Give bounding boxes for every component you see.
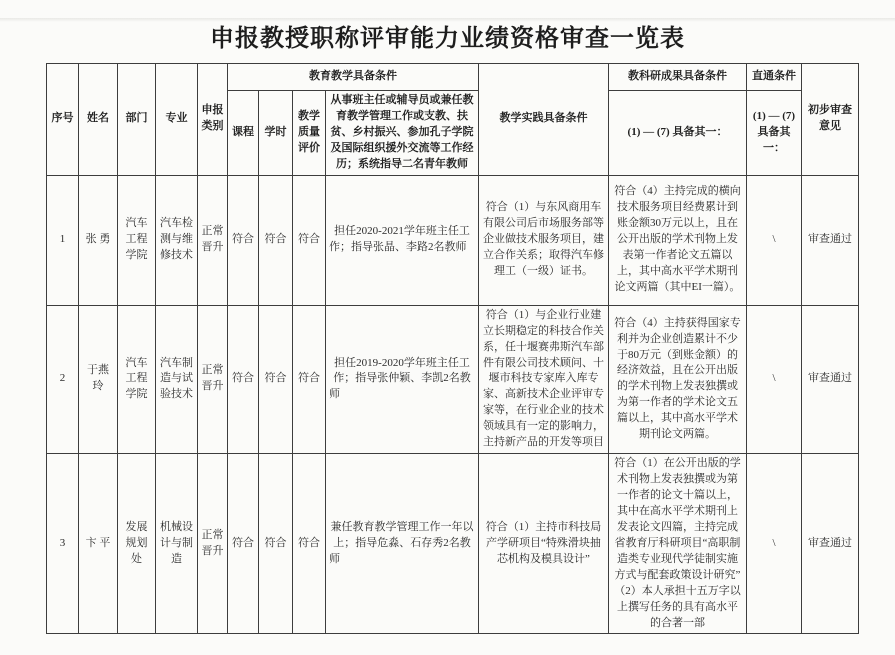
table-row (47, 305, 859, 453)
header-col-research-sub: (1) — (7) 具备其一： (609, 91, 747, 176)
cell-course: 符合 (228, 175, 259, 305)
cell-major: 汽车检测与维修技术 (156, 175, 198, 305)
cell-dept: 汽车工程学院 (118, 305, 156, 453)
header-group-research: 教科研成果具备条件 (609, 64, 747, 91)
cell-direct: \ (747, 305, 802, 453)
cell-research: 符合（4）主持获得国家专利并为企业创造累计不少于80万元（到账金额）的经济效益，且在公开出版的学术刊物上发表独撰或为第一作者的学术论文五篇以上，其中高水平学术期刊论文两篇。 (609, 305, 747, 453)
cell-practice: 符合（1）主持市科技局产学研项目“特殊滑块抽芯机构及模具设计” (479, 454, 609, 634)
cell-category: 正常晋升 (198, 454, 228, 634)
cell-major: 汽车制造与试验技术 (156, 305, 198, 453)
cell-direct: \ (747, 454, 802, 634)
cell-review: 审查通过 (802, 305, 859, 453)
cell-dept: 汽车工程学院 (118, 175, 156, 305)
cell-hours: 符合 (259, 175, 293, 305)
header-col-name: 姓名 (79, 64, 118, 176)
cell-dept: 发展规划处 (118, 454, 156, 634)
header-col-practice: 教学实践具备条件 (479, 64, 609, 176)
cell-research: 符合（4）主持完成的横向技术服务项目经费累计到账金额30万元以上，且在公开出版的学术刊物上发表第一作者论文五篇以上，其中高水平学术期刊论文两篇（其中EI一篇）。 (609, 175, 747, 305)
cell-review: 审查通过 (802, 454, 859, 634)
table-row (47, 454, 859, 634)
cell-name: 卞 平 (79, 454, 118, 634)
cell-research: 符合（1）在公开出版的学术刊物上发表独撰或为第一作者的论文十篇以上，其中在高水平学术期刊上发表论文四篇，主持完成省教育厅科研项目“高职制造类专业现代学徒制实施方式与配套政策设计研究”（2）本人承担十五万字以上撰写任务的具有高水平的合著一部 (609, 454, 747, 634)
cell-category: 正常晋升 (198, 305, 228, 453)
header-group-direct: 直通条件 (747, 64, 802, 91)
cell-duty: 担任2019-2020学年班主任工作；指导张仲颖、李凯2名教师 (326, 305, 479, 453)
cell-name: 张 勇 (79, 175, 118, 305)
cell-no: 3 (47, 454, 79, 634)
header-col-category: 申报类别 (198, 64, 228, 176)
cell-quality: 符合 (293, 454, 326, 634)
cell-practice: 符合（1）与东风商用车有限公司后市场服务部等企业做技术服务项目，建立合作关系；取得汽车修理工（一级）证书。 (479, 175, 609, 305)
cell-name: 于燕玲 (79, 305, 118, 453)
cell-major: 机械设计与制造 (156, 454, 198, 634)
cell-duty: 担任2020-2021学年班主任工作；指导张晶、李路2名教师 (326, 175, 479, 305)
header-col-course: 课程 (228, 91, 259, 176)
header-col-review: 初步审查意见 (802, 64, 859, 176)
scan-edge-artifact (0, 18, 895, 22)
cell-quality: 符合 (293, 305, 326, 453)
header-group-teaching: 教育教学具备条件 (228, 64, 479, 91)
qualification-review-table (46, 63, 859, 634)
cell-no: 2 (47, 305, 79, 453)
cell-practice: 符合（1）与企业行业建立长期稳定的科技合作关系，任十堰赛弗斯汽车部件有限公司技术顾问、十堰市科技专家库入库专家、高新技术企业评审专家等，在行业企业的技术领域具有一定的影响力，主持新产品的开发等项目 (479, 305, 609, 453)
cell-hours: 符合 (259, 305, 293, 453)
page-title: 申报教授职称评审能力业绩资格审查一览表 (210, 26, 685, 52)
table-row (47, 175, 859, 305)
cell-review: 审查通过 (802, 175, 859, 305)
cell-no: 1 (47, 175, 79, 305)
cell-direct: \ (747, 175, 802, 305)
header-col-dept: 部门 (118, 64, 156, 176)
header-col-quality: 教学质量评价 (293, 91, 326, 176)
cell-category: 正常晋升 (198, 175, 228, 305)
cell-hours: 符合 (259, 454, 293, 634)
cell-quality: 符合 (293, 175, 326, 305)
cell-course: 符合 (228, 305, 259, 453)
header-col-direct-sub: (1) — (7) 具备其一： (747, 91, 802, 176)
cell-duty: 兼任教育教学管理工作一年以上；指导危淼、石存秀2名教师 (326, 454, 479, 634)
cell-course: 符合 (228, 454, 259, 634)
header-col-duty: 从事班主任或辅导员或兼任教育教学管理工作或支教、扶贫、乡村振兴、参加孔子学院及国际组织援外交流等工作经历；系统指导二名青年教师 (326, 91, 479, 176)
header-col-major: 专业 (156, 64, 198, 176)
header-col-hours: 学时 (259, 91, 293, 176)
header-col-no: 序号 (47, 64, 79, 176)
